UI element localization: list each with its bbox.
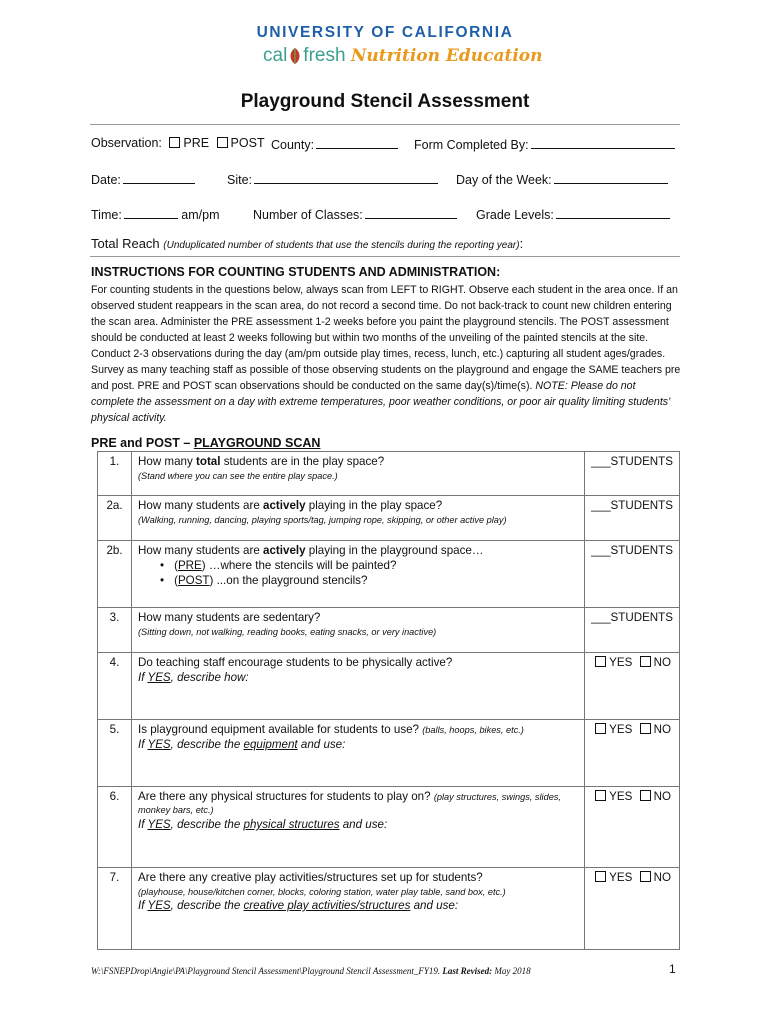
question-row-2b: [98, 541, 680, 608]
q2a-text-post: playing in the play space?: [305, 499, 443, 512]
yes-label: YES: [609, 723, 633, 736]
question-number: 5.: [98, 720, 132, 787]
question-number: 4.: [98, 653, 132, 720]
q6-ifyes-u2: physical structures: [243, 818, 340, 831]
q7-ifyes-u: YES: [147, 899, 171, 912]
day-of-week-field: [456, 171, 668, 187]
yes-checkbox[interactable]: [595, 790, 606, 801]
total-reach-divider: [90, 256, 680, 257]
question-text: [132, 496, 585, 541]
q2b-bullet-post: • (POST) ...on the playground stencils?: [162, 574, 578, 587]
footer-path: [91, 966, 531, 976]
q4-if-yes: [138, 671, 578, 684]
q7-ifyes-pre: If: [138, 899, 148, 912]
yes-label: YES: [609, 790, 633, 803]
question-number: 7.: [98, 868, 132, 950]
question-number: 3.: [98, 608, 132, 653]
no-label: NO: [653, 656, 671, 669]
q2b-answer-field[interactable]: ___STUDENTS: [585, 541, 680, 608]
brand-cal: cal: [263, 45, 288, 66]
county-field: [271, 136, 398, 152]
q6-yes-no: [585, 787, 680, 868]
question-row-4: [98, 653, 680, 720]
pre-label: PRE: [183, 136, 210, 150]
brand-nutrition: Nutrition Education: [350, 46, 543, 66]
q2b-text-pre: How many students are: [138, 544, 264, 557]
observation-field: [91, 136, 265, 150]
observation-label: Observation:: [91, 136, 162, 150]
q7-ifyes-post: and use:: [410, 899, 459, 912]
q4-text: Do teaching staff encourage students to be physically active?: [138, 656, 453, 669]
site-label: Site:: [227, 173, 253, 187]
question-row-1: [98, 452, 680, 496]
no-checkbox[interactable]: [640, 656, 651, 667]
ampm-label: am/pm: [181, 208, 220, 222]
county-input[interactable]: [316, 136, 398, 149]
question-number: 1.: [98, 452, 132, 496]
total-reach-colon: :: [519, 236, 524, 251]
q3-answer-field[interactable]: ___STUDENTS: [585, 608, 680, 653]
no-label: NO: [653, 723, 671, 736]
q3-subtext: (Sitting down, not walking, reading books, eating snacks, or very inactive): [138, 627, 437, 637]
scan-heading-underlined: PLAYGROUND SCAN: [193, 436, 321, 450]
question-text: [132, 608, 585, 653]
q1-text-pre: How many: [138, 455, 196, 468]
no-label: NO: [653, 871, 671, 884]
date-input[interactable]: [123, 171, 195, 184]
q5-if-yes: [138, 738, 578, 751]
q3-text: How many students are sedentary?: [138, 611, 321, 624]
question-text: [132, 720, 585, 787]
question-number: 6.: [98, 787, 132, 868]
q5-ifyes-u2: equipment: [243, 738, 298, 751]
q2a-answer-field[interactable]: ___STUDENTS: [585, 496, 680, 541]
footer-path-text: W:\FSNEPDrop\Angie\PA\Playground Stencil Assessment\Playground Stencil Assessment_FY19.: [91, 966, 443, 976]
q1-text-bold: total: [196, 455, 221, 468]
q7-ifyes-u2: creative play activities/structures: [243, 899, 411, 912]
no-checkbox[interactable]: [640, 790, 651, 801]
brand-fresh: fresh: [303, 45, 346, 66]
org-name: UNIVERSITY OF CALIFORNIA: [256, 24, 514, 41]
q4-ifyes-pre: If: [138, 671, 148, 684]
q1-subtext: (Stand where you can see the entire play space.): [138, 471, 338, 481]
q2a-text-pre: How many students are: [138, 499, 264, 512]
no-checkbox[interactable]: [640, 723, 651, 734]
instructions-text: [91, 282, 681, 426]
grade-levels-field: [476, 206, 670, 222]
q5-ifyes-mid: , describe the: [170, 738, 244, 751]
q2b-bullet-post-u: POST: [177, 574, 210, 587]
questions-table: [97, 451, 680, 950]
footer-revised-date: May 2018: [492, 966, 531, 976]
question-row-2a: [98, 496, 680, 541]
question-row-7: [98, 868, 680, 950]
yes-checkbox[interactable]: [595, 723, 606, 734]
q6-ifyes-mid: , describe the: [170, 818, 244, 831]
question-text: [132, 787, 585, 868]
grade-levels-label: Grade Levels:: [476, 208, 554, 222]
question-text: [132, 452, 585, 496]
q5-yes-no: [585, 720, 680, 787]
q7-if-yes: [138, 899, 578, 912]
time-field: [91, 206, 219, 222]
q7-yes-no: [585, 868, 680, 950]
q6-ifyes-pre: If: [138, 818, 148, 831]
q6-ifyes-post: and use:: [339, 818, 388, 831]
q2b-bullet-pre-text: ) …where the stencils will be painted?: [201, 559, 397, 572]
yes-label: YES: [609, 656, 633, 669]
day-of-week-label: Day of the Week:: [456, 173, 552, 187]
q5-ifyes-post: and use:: [297, 738, 346, 751]
total-reach-label: Total Reach: [91, 236, 160, 251]
q7-ifyes-mid: , describe the: [170, 899, 244, 912]
q2b-bullet-post-text: ) ...on the playground stencils?: [209, 574, 368, 587]
scan-heading: [91, 436, 320, 450]
no-label: NO: [653, 790, 671, 803]
q2b-bullet-pre: • (PRE) …where the stencils will be painted?: [162, 559, 578, 572]
county-label: County:: [271, 138, 315, 152]
yes-checkbox[interactable]: [595, 871, 606, 882]
q5-example: (balls, hoops, bikes, etc.): [422, 725, 524, 735]
q1-text-post: students are in the play space?: [220, 455, 385, 468]
grade-levels-input[interactable]: [556, 206, 670, 219]
q2b-bullet-pre-u: PRE: [177, 559, 202, 572]
q6-if-yes: [138, 818, 578, 831]
q1-answer-field[interactable]: ___STUDENTS: [585, 452, 680, 496]
q2a-subtext: (Walking, running, dancing, playing sports/tag, jumping rope, skipping, or other active play): [138, 515, 507, 525]
title-divider: [90, 124, 680, 125]
pre-checkbox[interactable]: [169, 137, 180, 148]
q5-ifyes-pre: If: [138, 738, 148, 751]
calfresh-logo: [263, 45, 543, 71]
q2a-text-bold: actively: [263, 499, 306, 512]
number-of-classes-input[interactable]: [365, 206, 457, 219]
q6-text: Are there any physical structures for students to play on?: [138, 790, 431, 803]
q7-subtext: (playhouse, house/kitchen corner, blocks, coloring station, water play table, sand box, etc.): [138, 887, 506, 897]
page-number: 1: [669, 962, 676, 976]
yes-checkbox[interactable]: [595, 656, 606, 667]
time-label: Time:: [91, 208, 122, 222]
footer-revised-label: Last Revised:: [442, 966, 493, 976]
q4-ifyes-post: , describe how:: [170, 671, 249, 684]
post-label: POST: [230, 136, 265, 150]
total-reach-note: (Unduplicated number of students that use the stencils during the reporting year): [163, 240, 520, 251]
post-checkbox[interactable]: [217, 137, 228, 148]
time-input[interactable]: [124, 206, 178, 219]
date-field: [91, 171, 195, 187]
question-row-3: [98, 608, 680, 653]
instructions-heading: INSTRUCTIONS FOR COUNTING STUDENTS AND ADMINISTRATION:: [91, 265, 501, 279]
date-label: Date:: [91, 173, 121, 187]
site-input[interactable]: [254, 171, 438, 184]
question-text: [132, 541, 585, 608]
question-row-6: [98, 787, 680, 868]
question-text: [132, 653, 585, 720]
q2b-text-bold: actively: [263, 544, 306, 557]
day-of-week-input[interactable]: [554, 171, 668, 184]
form-completed-by-field: [414, 136, 675, 152]
q5-ifyes-u: YES: [147, 738, 171, 751]
number-of-classes-field: [253, 206, 457, 222]
no-checkbox[interactable]: [640, 871, 651, 882]
question-text: [132, 868, 585, 950]
question-number: 2b.: [98, 541, 132, 608]
instructions-note: NOTE: Please do not complete the assessment on a day with extreme temperatures, poor weather conditions, or poor air quality limiting students’ physical activity.: [91, 380, 670, 424]
q4-ifyes-u: YES: [147, 671, 171, 684]
scan-heading-prefix: PRE and POST –: [91, 436, 194, 450]
form-completed-by-input[interactable]: [531, 136, 675, 149]
total-reach: [91, 236, 523, 251]
form-completed-by-label: Form Completed By:: [414, 138, 529, 152]
question-number: 2a.: [98, 496, 132, 541]
q6-example: (play structures, swings, slides, monkey bars, etc.): [138, 792, 561, 815]
yes-label: YES: [609, 871, 633, 884]
q4-yes-no: [585, 653, 680, 720]
question-row-5: [98, 720, 680, 787]
site-field: [227, 171, 438, 187]
leaf-icon: [288, 47, 302, 65]
instructions-body: For counting students in the questions below, always scan from LEFT to RIGHT. Observe each student in the area once. If an observed student reappears in the scan area, do not record a second time. Do not back-track to count new children entering the scan area. Administer the PRE assessment 1-2 weeks before you paint the playground stencils. The POST assessment should be conducted at least 2 weeks following but within two months of the unveiling of the painted stencils at the site. Conduct 2-3 observations during the day (am/pm outside play times, recess, lunch, etc.) capturing all student ages/grades. Survey as many teaching staff as possible of those observing students on the playground and engage the SAME teachers pre and post. PRE and POST scan observations should be conducted on the same day(s)/time(s).: [91, 284, 681, 392]
q6-ifyes-u: YES: [147, 818, 171, 831]
number-of-classes-label: Number of Classes:: [253, 208, 363, 222]
q7-text: Are there any creative play activities/structures set up for students?: [138, 871, 483, 884]
q5-text: Is playground equipment available for students to use?: [138, 723, 420, 736]
page-title: Playground Stencil Assessment: [240, 91, 530, 112]
q2b-text-post: playing in the playground space…: [305, 544, 484, 557]
